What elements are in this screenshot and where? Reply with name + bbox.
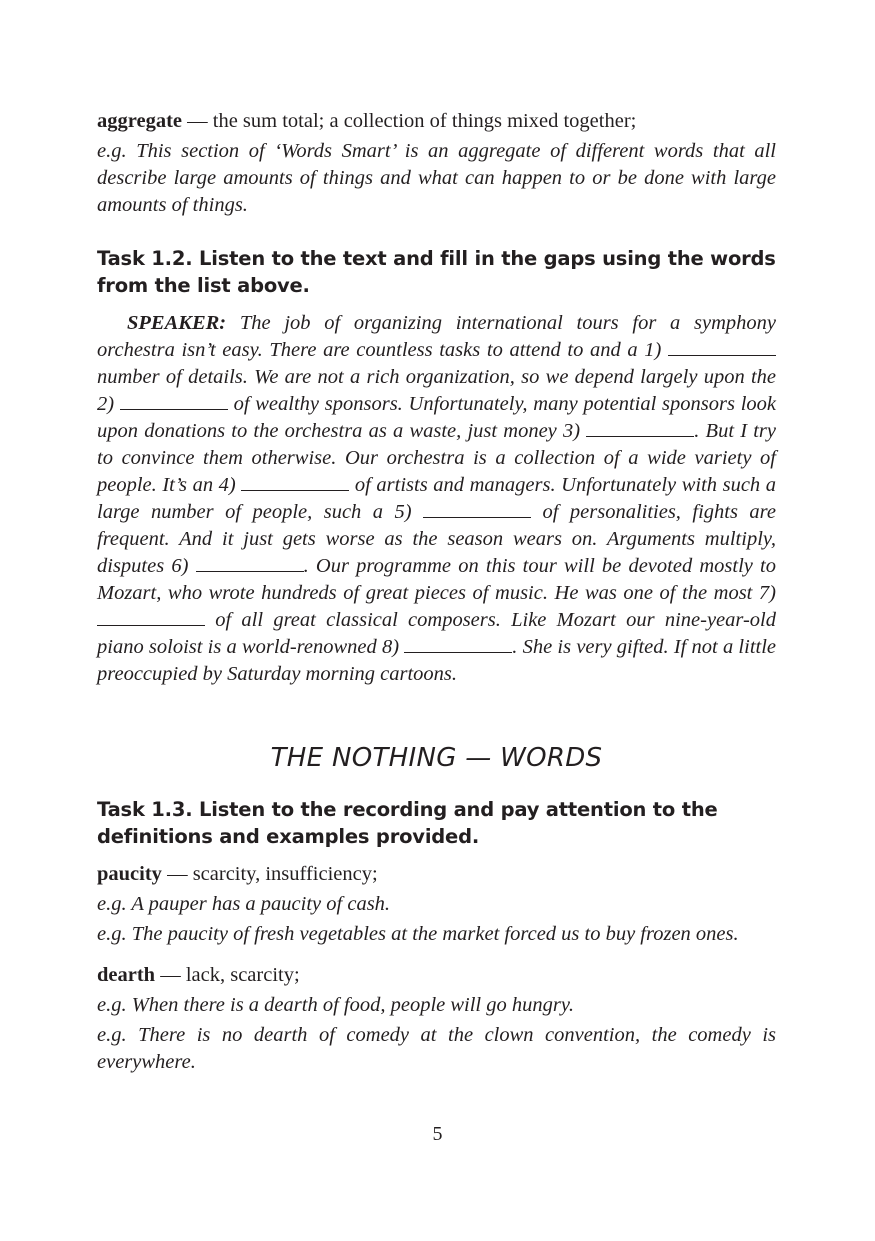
gap-4[interactable]: [241, 472, 349, 491]
passage-segment: of artists and managers. Unfortunately with such a large number of people, such a 5): [97, 474, 777, 523]
task-1-3-heading: Task 1.3. Listen to the recording and pay attention to the definitions and examples provided.: [97, 798, 718, 848]
gap-2[interactable]: [120, 391, 228, 410]
aggregate-definition: — the sum total; a collection of things mixed together;: [182, 110, 637, 132]
dearth-term: dearth: [97, 964, 156, 986]
aggregate-term: aggregate: [97, 110, 183, 132]
gap-7[interactable]: [97, 607, 205, 626]
paucity-definition: — scarcity, insufficiency;: [161, 863, 378, 885]
gap-1[interactable]: [668, 337, 776, 356]
gap-8[interactable]: [404, 634, 512, 653]
passage-segment: number of details. We are not a rich organization, so we depend largely upon the 2): [97, 366, 776, 415]
passage-segment: of wealthy sponsors. Unfortunately, many potential sponsors look upon donations to the orchestra as a waste, just money 3): [97, 393, 776, 442]
aggregate-entry: [97, 108, 776, 135]
paucity-example-2: e.g. The paucity of fresh vegetables at the market forced us to buy frozen ones.: [97, 923, 739, 945]
dearth-definition: — lack, scarcity;: [155, 964, 300, 986]
page-content: [97, 108, 776, 1076]
gap-3[interactable]: [586, 418, 694, 437]
paucity-example-1: e.g. A pauper has a paucity of cash.: [97, 893, 391, 915]
paucity-term: paucity: [97, 863, 162, 885]
speaker-label: SPEAKER:: [127, 312, 227, 334]
dearth-entry: [97, 962, 776, 989]
passage-segment: . She is very gifted. If not a little preoccupied by Saturday morning cartoons.: [97, 636, 777, 685]
passage-segment: . But I try to convince them otherwise. Our orchestra is a collection of a wide variety of people. It’s an 4): [97, 420, 776, 496]
dearth-example-1: e.g. When there is a dearth of food, people will go hungry.: [97, 994, 574, 1016]
dearth-example-2: e.g. There is no dearth of comedy at the clown convention, the comedy is everywhere.: [97, 1024, 776, 1073]
page-number: 5: [432, 1123, 443, 1145]
paucity-entry: [97, 861, 776, 888]
speaker-passage: [97, 310, 776, 688]
passage-segment: of personalities, fights are frequent. And it just gets worse as the season wears on. Arguments multiply, disputes 6): [97, 501, 776, 577]
passage-segment: The job of organizing international tours for a symphony orchestra isn’t easy. There are countless tasks to attend to and a 1): [97, 312, 776, 361]
section-title: THE NOTHING — WORDS: [270, 743, 603, 773]
gap-5[interactable]: [423, 499, 531, 518]
task-1-2-heading: Task 1.2. Listen to the text and fill in the gaps using the words from the list above.: [97, 247, 776, 297]
passage-segment: of all great classical composers. Like Mozart our nine-year-old piano soloist is a world-renowned 8): [97, 609, 776, 658]
gap-6[interactable]: [196, 553, 304, 572]
aggregate-example: e.g. This section of ‘Words Smart’ is an aggregate of different words that all describe large amounts of things and what can happen to or be done with large amounts of things.: [97, 140, 776, 216]
passage-segment: . Our programme on this tour will be devoted mostly to Mozart, who wrote hundreds of great pieces of music. He was one of the most 7): [97, 555, 777, 604]
